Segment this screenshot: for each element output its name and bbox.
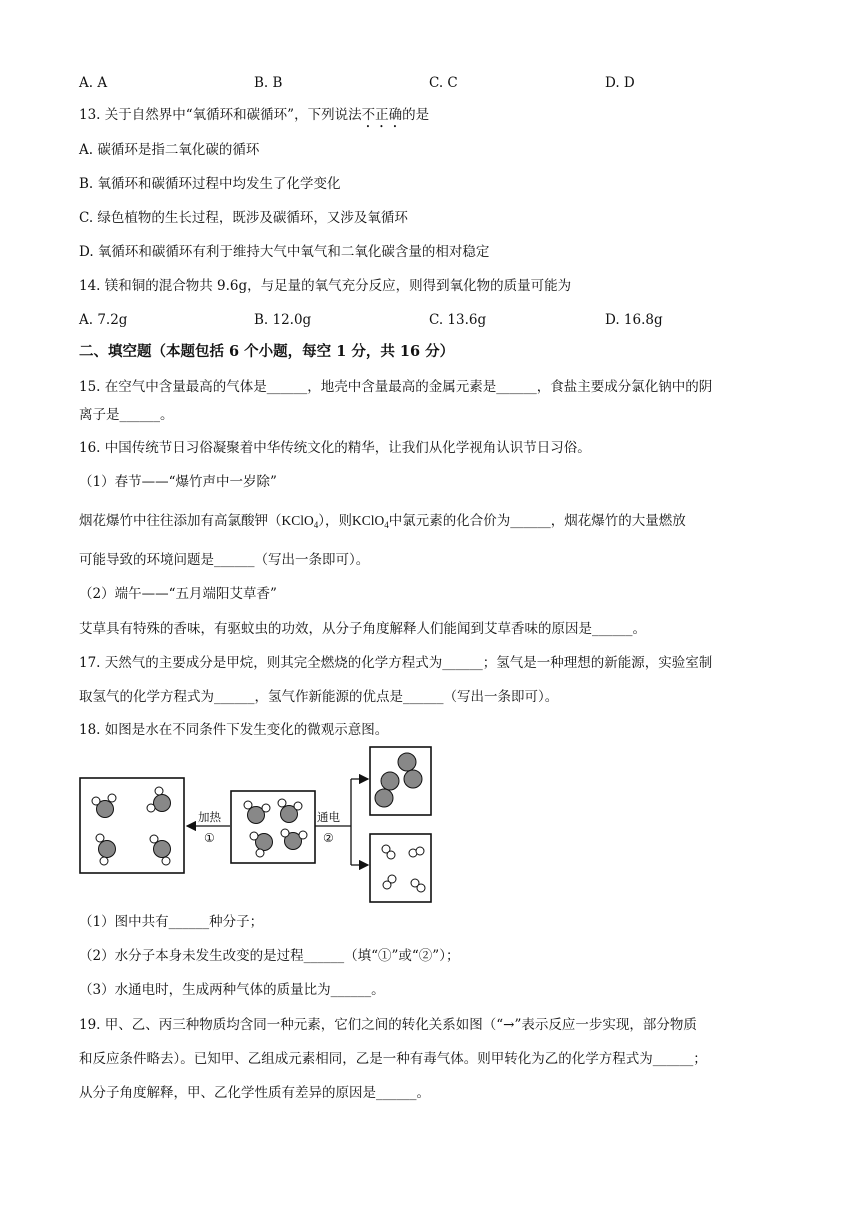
formula-kclo4-2 [352,513,389,528]
q19-line3: 从分子角度解释，甲、乙化学性质有差异的原因是______。 [79,1085,430,1101]
q16-part2-text: 艾草具有特殊的香味，有驱蚊虫的功效，从分子角度解释人们能闻到艾草香味的原因是______。 [79,621,646,637]
q13-emphasis: 不正确 [361,107,403,123]
q12-option-c: C. C [429,75,458,91]
q14-option-d: D. 16.8g [605,312,663,328]
label-heating: 加热 [198,810,221,824]
q16-part1-line2: 可能导致的环境问题是______（写出一条即可）。 [79,552,370,568]
q15-line2: 离子是______。 [79,407,174,423]
label-electrolysis: 通电 [317,810,340,824]
q16-part1-text [79,511,686,535]
label-electrolysis-num: ② [323,831,334,845]
label-heating-num: ① [204,831,215,845]
formula-main: KClO [281,513,314,528]
q13-stem-part2: 的是 [402,107,430,123]
q16-part1-text-c: 中氯元素的化合价为______，烟花爆竹的大量燃放 [388,513,686,529]
q13-option-a: A. 碳循环是指二氧化碳的循环 [79,142,260,158]
q16-stem: 16. 中国传统节日习俗凝聚着中华传统文化的精华，让我们从化学视角认识节日习俗。 [79,440,591,456]
q18-stem: 18. 如图是水在不同条件下发生变化的微观示意图。 [79,722,389,738]
q19-line2: 和反应条件略去）。已知甲、乙组成元素相同，乙是一种有毒气体。则甲转化为乙的化学方程式为______； [79,1051,707,1067]
formula-kclo4 [282,513,319,528]
q13-option-b: B. 氧循环和碳循环过程中均发生了化学变化 [79,176,341,192]
q14-option-c: C. 13.6g [429,312,487,328]
q18-sub1: （1）图中共有______种分子； [79,914,264,930]
q13-stem-part1: 13. 关于自然界中“氧循环和碳循环”，下列说法 [79,107,362,123]
q16-part1-text-a: 烟花爆竹中往往添加有高氯酸钾（ [79,513,282,529]
q14-option-b: B. 12.0g [254,312,312,328]
formula-sub-2: 4 [384,520,389,530]
q13-option-c: C. 绿色植物的生长过程，既涉及碳循环，又涉及氧循环 [79,210,408,226]
q12-option-a: A. A [79,75,108,91]
q12-option-d: D. D [605,75,635,91]
q17-line1: 17. 天然气的主要成分是甲烷，则其完全燃烧的化学方程式为______；氢气是一种理想的新能源，实验室制 [79,655,713,671]
q14-option-a: A. 7.2g [79,312,128,328]
q14-stem: 14. 镁和铜的混合物共 9.6g，与足量的氧气充分反应，则得到氧化物的质量可能为 [79,278,572,294]
q13-option-d: D. 氧循环和碳循环有利于维持大气中氧气和二氧化碳含量的相对稳定 [79,244,490,260]
q18-sub2: （2）水分子本身未发生改变的是过程______（填“①”或“②”）； [79,948,460,964]
q12-option-b: B. B [254,75,283,91]
q19-line1: 19. 甲、乙、丙三种物质均含同一种元素，它们之间的转化关系如图（“→”表示反应一步实现，部分物质 [79,1017,697,1033]
section2-title: 二、填空题（本题包括 6 个小题，每空 1 分，共 16 分） [79,343,455,360]
q16-part2-title: （2）端午——“五月端阳艾草香” [79,586,277,602]
box-water [231,791,315,863]
formula-sub: 4 [313,520,319,530]
q13-stem [79,105,429,131]
q15-line1: 15. 在空气中含量最高的气体是______，地壳中含量最高的金属元素是______，食盐主要成分氯化钠中的阴 [79,379,713,395]
q18-sub3: （3）水通电时，生成两种气体的质量比为______。 [79,982,385,998]
q16-part1-text-b: ），则 [318,513,353,529]
formula-main-2: KClO [352,513,385,528]
water-micro-diagram [74,745,444,905]
q16-part1-title: （1）春节——“爆竹声中一岁除” [79,474,277,490]
q17-line2: 取氢气的化学方程式为______，氢气作新能源的优点是______（写出一条即可）。 [79,689,559,705]
